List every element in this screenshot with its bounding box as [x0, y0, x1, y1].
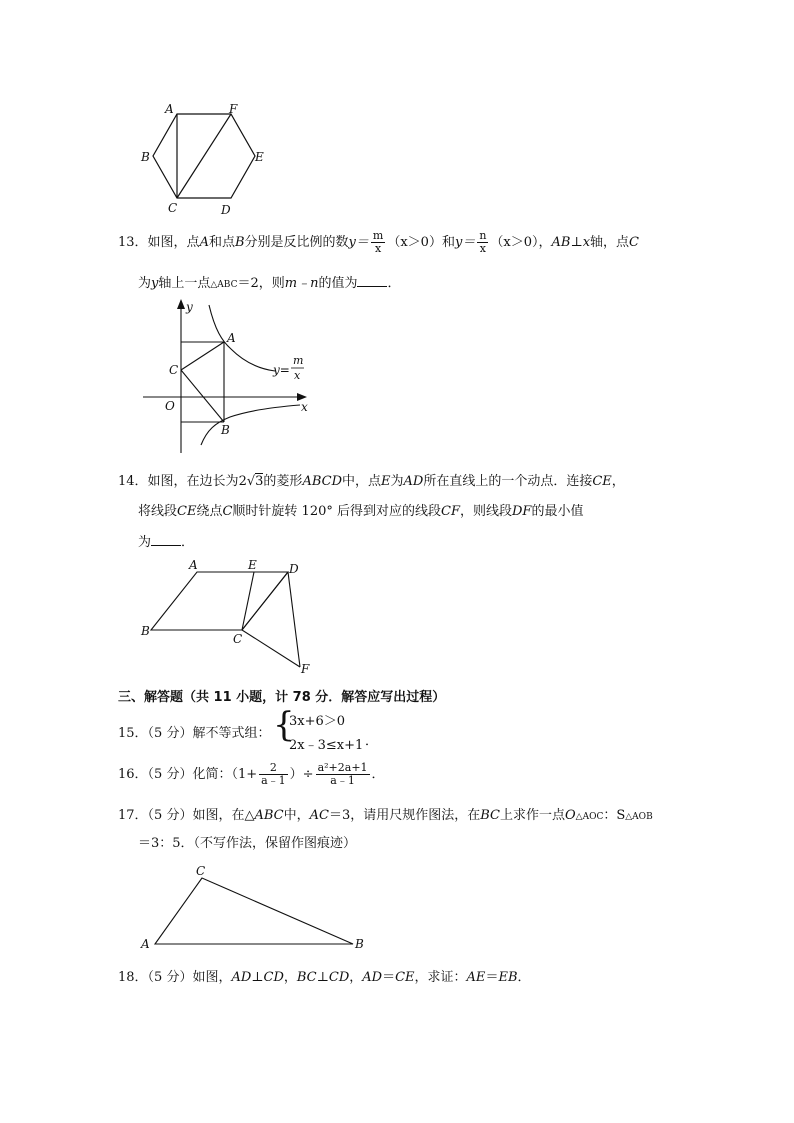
q13-var: B	[234, 235, 245, 250]
q13-var: y	[151, 276, 159, 291]
q13-text: （x＞0）	[387, 235, 442, 250]
q14-var: CE	[177, 504, 197, 519]
q13-text: 和点	[208, 235, 235, 250]
q17-subscript: △AOB	[625, 812, 653, 822]
denominator: a﹣1	[330, 774, 355, 787]
denominator: x	[479, 242, 486, 255]
q14-text: 的菱形	[263, 474, 303, 489]
q17-subscript: △AOC	[575, 812, 604, 822]
triangle-abc	[155, 878, 353, 944]
q13-frac-m	[371, 230, 385, 255]
rhombus-abcd	[151, 572, 288, 630]
answer-blank	[151, 533, 181, 546]
fig17-label-a: A	[141, 937, 150, 951]
q18-text: ，	[349, 970, 363, 985]
q16	[118, 762, 385, 787]
q14-text: 如图，在边长为	[147, 474, 239, 489]
q14-text: ．	[181, 535, 195, 550]
q13-frac-n	[477, 230, 488, 255]
segment-df	[288, 572, 300, 667]
fig13-label-a: A	[227, 331, 236, 345]
q16-frac2	[316, 762, 370, 787]
q15-label: 15．（5 分）解不等式组：	[118, 726, 271, 741]
fig13-label-c: C	[169, 363, 179, 377]
q13-var: C	[629, 235, 639, 250]
answer-blank	[357, 274, 387, 287]
sqrt-symbol: √	[246, 474, 256, 489]
q16-label: 16．（5 分）化简：（1+	[118, 767, 258, 782]
q17-text: 上求作一点	[499, 808, 565, 823]
q18-text: 18．（5 分）如图，	[118, 970, 232, 985]
q14-line2	[138, 500, 583, 519]
q14-text: ，则线段	[459, 504, 512, 519]
hexagon-diagonal-cf	[177, 114, 231, 198]
q18-var: AE	[466, 970, 486, 985]
fig13-label-x: x	[301, 400, 308, 414]
q18-var: AD	[362, 970, 383, 985]
q14-text: 顺时针旋转 120° 后得到对应的线段	[232, 504, 441, 519]
curve-n	[201, 405, 300, 445]
q17-text: ：S	[603, 808, 626, 823]
hex-label-b: B	[141, 150, 150, 164]
q13-text: 轴上一点	[158, 276, 211, 291]
q18-var: CD	[328, 970, 350, 985]
q15	[118, 722, 270, 741]
q17-var: AC	[309, 808, 329, 823]
q18-text: ，求证：	[414, 970, 467, 985]
q18	[118, 966, 531, 985]
q17-text: ＝3，请用尺规作图法，在	[328, 808, 481, 823]
fig13-curve-eq: y=	[273, 363, 290, 377]
segment-ce	[242, 572, 254, 630]
q13-line1	[118, 230, 639, 255]
fig14-label-d: D	[289, 562, 299, 576]
q13-var: A	[199, 235, 209, 250]
q17-var: ABC	[254, 808, 284, 823]
q14-line1	[118, 470, 625, 489]
hex-label-f: F	[229, 102, 238, 116]
fig13-curve-x: x	[294, 369, 301, 382]
q18-var: AD	[231, 970, 252, 985]
q15-ineq2: 2x﹣3≤x+1	[289, 738, 364, 753]
q18-text: ＝	[382, 970, 396, 985]
q13-text: 如图，点	[147, 235, 200, 250]
q13-text: 为	[138, 276, 152, 291]
q14-text: 为	[390, 474, 404, 489]
fig17-label-c: C	[196, 864, 206, 878]
q13-text: 的值为	[318, 276, 358, 291]
hex-label-d: D	[221, 203, 231, 217]
q15-ineq1: 3x+6＞0	[289, 714, 346, 729]
q14-number: 14．	[118, 474, 148, 489]
q17-text: 17．（5 分）如图，在△	[118, 808, 255, 823]
q13-text: ．	[387, 276, 401, 291]
fig13-label-o: O	[165, 399, 175, 413]
q13-var: y＝	[454, 235, 476, 250]
q14-text: 的最小值	[531, 504, 584, 519]
q14-text: 将线段	[138, 504, 178, 519]
fig14-rhombus	[135, 556, 335, 680]
q13-subscript: △ABC	[210, 280, 238, 290]
q13-var: y＝	[348, 235, 369, 250]
curve-m	[209, 305, 275, 371]
q16-text: ．	[371, 767, 385, 782]
q14-text: 为	[138, 535, 152, 550]
q13-text: 和	[441, 235, 455, 250]
q14-text: 所在直线上的一个动点．连接	[423, 474, 593, 489]
q14-var: AD	[403, 474, 424, 489]
q14-line3	[138, 531, 194, 550]
fig14-label-a: A	[189, 558, 198, 572]
q18-text: ．	[517, 970, 531, 985]
q14-radicand: 3	[255, 474, 264, 489]
fig17-triangle	[135, 858, 375, 958]
q13-text: 轴，点	[590, 235, 630, 250]
line-cb	[181, 370, 224, 422]
q16-text: ）÷	[289, 767, 314, 782]
q13-var: m﹣n	[284, 276, 319, 291]
q18-var: EB	[498, 970, 518, 985]
numerator: n	[479, 229, 487, 242]
q18-text: ＝	[485, 970, 499, 985]
q13-number: 13．	[118, 235, 148, 250]
fig14-label-c: C	[233, 632, 243, 646]
q14-var: CE	[592, 474, 612, 489]
q18-text: ⊥	[251, 970, 264, 985]
q18-var: CE	[395, 970, 415, 985]
q14-num: 2	[238, 474, 247, 489]
hex-label-a: A	[165, 102, 174, 116]
denominator: a﹣1	[261, 774, 286, 787]
fig13-label-y: y	[186, 300, 193, 314]
q15-brace: {	[273, 705, 295, 745]
section-3-title: 三、解答题（共 11 小题，计 78 分．解答应写出过程）	[118, 690, 446, 705]
q17-line2: ＝3：5．（不写作法，保留作图痕迹）	[138, 836, 357, 851]
fig13-curve-m: m	[293, 354, 304, 367]
q18-var: BC	[296, 970, 317, 985]
q13-text: 分别是反比例的数	[244, 235, 349, 250]
fig17-label-b: B	[355, 937, 364, 951]
fig14-label-f: F	[301, 662, 310, 676]
q18-text: ，	[283, 970, 297, 985]
numerator: m	[372, 229, 384, 242]
q13-line2	[138, 272, 401, 291]
fig14-label-b: B	[141, 624, 150, 638]
q14-var: DF	[511, 504, 532, 519]
fig13-graph	[135, 295, 335, 457]
fig14-label-e: E	[248, 558, 257, 572]
segment-cf	[242, 630, 300, 667]
q13-text: （x＞0），	[490, 235, 552, 250]
hex-label-c: C	[168, 201, 178, 215]
q14-var: E	[381, 474, 391, 489]
fig13-label-b: B	[221, 423, 230, 437]
q18-text: ⊥	[316, 970, 329, 985]
numerator: a²+2a+1	[317, 761, 368, 774]
q17-text: 中，	[283, 808, 310, 823]
q15-end: ．	[365, 734, 379, 749]
q14-var: ABCD	[302, 474, 342, 489]
segment-cd	[242, 572, 288, 630]
numerator: 2	[259, 762, 288, 775]
q14-text: 绕点	[196, 504, 223, 519]
q14-var: CF	[441, 504, 460, 519]
denominator: x	[375, 242, 382, 255]
hexagon-figure	[135, 98, 275, 218]
q16-frac1	[259, 762, 288, 787]
q14-var: C	[222, 504, 233, 519]
q18-var: CD	[263, 970, 284, 985]
q17-line1	[118, 804, 653, 823]
q13-text: ＝2，则	[237, 276, 285, 291]
q17-var: BC	[480, 808, 500, 823]
hex-label-e: E	[255, 150, 264, 164]
y-axis-arrow	[177, 299, 185, 309]
q14-text: ，	[611, 474, 625, 489]
q13-var: AB⊥x	[551, 235, 591, 250]
q14-text: 中，点	[342, 474, 382, 489]
q17-var: O	[565, 808, 576, 823]
line-ca	[181, 342, 224, 370]
